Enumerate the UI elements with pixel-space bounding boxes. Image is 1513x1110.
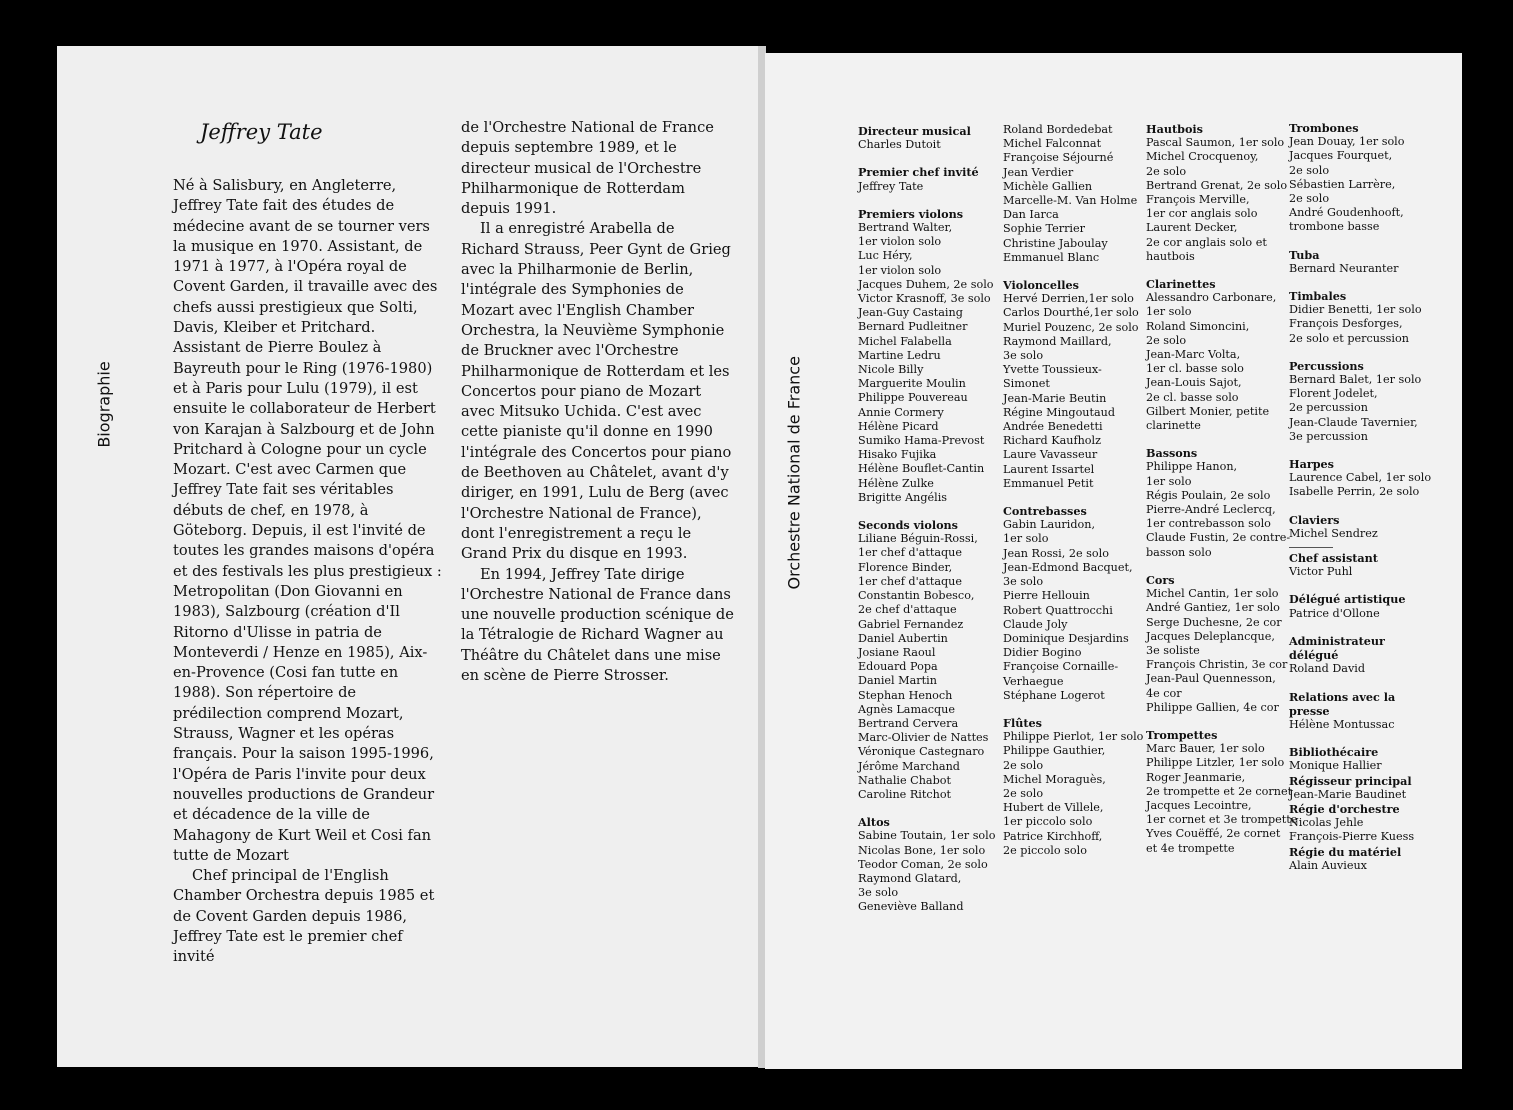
roster-member: Dan Iarca [1003, 208, 1059, 222]
roster-member: 1er solo [1003, 532, 1049, 546]
roster-section-title: Cors [1146, 572, 1175, 587]
roster-section-title: Flûtes [1003, 715, 1042, 730]
roster-member: Jean Douay, 1er solo [1289, 135, 1405, 149]
roster-member: Stéphane Logerot [1003, 688, 1105, 702]
roster-member: Claude Joly [1003, 617, 1068, 631]
roster-member: Jean-Marie Baudinet [1289, 787, 1407, 801]
bio-paragraph: de l'Orchestre National de France depuis septembre 1989, et le directeur musical de l'Orchestre Philharmonique de Rotterdam depuis 1991. [461, 119, 714, 218]
roster-member: Françoise Séjourné [1003, 151, 1114, 165]
roster-section [858, 124, 998, 152]
roster-section [1146, 122, 1286, 264]
roster-member: Isabelle Perrin, 2e solo [1289, 485, 1420, 499]
roster-member: 3e solo [1003, 349, 1044, 363]
roster-member: Monique Hallier [1289, 759, 1382, 773]
roster-member: Geneviève Balland [858, 900, 964, 914]
roster-member: Nicolas Jehle [1289, 816, 1364, 830]
roster-member: Philippe Gauthier, [1003, 744, 1106, 758]
roster-member: Hervé Derrien,1er solo [1003, 292, 1134, 306]
roster-member: Marc Bauer, 1er solo [1146, 742, 1265, 756]
roster-member: 2e solo [1146, 333, 1187, 347]
roster-section-title: Claviers [1289, 512, 1340, 527]
roster-section-title: Bassons [1146, 446, 1198, 461]
roster-member: Michel Falabella [858, 334, 952, 348]
roster-member: Michel Sendrez [1289, 526, 1378, 540]
roster-section-title: Régie d'orchestre [1289, 801, 1400, 816]
roster-section [1003, 504, 1143, 703]
roster-member: Robert Quattrocchi [1003, 603, 1113, 617]
roster-member: Emmanuel Petit [1003, 476, 1094, 490]
roster-member: Bertrand Walter, [858, 221, 953, 235]
roster-member: Jacques Lecointre, [1146, 798, 1252, 812]
roster-section-title: Percussions [1289, 358, 1364, 373]
roster-member: Laurence Cabel, 1er solo [1289, 471, 1432, 485]
roster-section-title: Harpes [1289, 457, 1334, 472]
roster-member: Jean-Guy Castaing [858, 306, 963, 320]
roster-member: Laure Vavasseur [1003, 448, 1098, 462]
roster-member: Jean-Paul Quennesson, [1146, 672, 1276, 686]
roster-member: Nathalie Chabot [858, 773, 951, 787]
roster-member: André Goudenhooft, [1289, 206, 1404, 220]
roster-section-title: Premier chef invité [858, 165, 979, 180]
roster-member: Gabriel Fernandez [858, 617, 964, 631]
bio-paragraph: Né à Salisbury, en Angleterre, Jeffrey Tate fait des études de médecine avant de se tourner vers la musique en 1970. Assistant, de 1971 à 1977, à l'Opéra royal de Covent Garden, il travaille avec des chefs aussi prestigieux que Solti, Davis, Kleiber et Pritchard. Assistant de Pierre Boulez à Bayreuth pour le Ring (1976-1980) et à Paris pour Lulu (1979), il est ensuite le collaborateur de Herbert von Karajan à Salzbourg et de John Pritchard à Cologne pour un cycle Mozart. C'est avec Carmen que Jeffrey Tate fait ses véritables débuts de chef, en 1978, à Göteborg. Depuis, il est l'invité de toutes les grandes maisons d'opéra et des festivals les plus prestigieux : Metropolitan (Don Giovanni en 1983), Salzbourg (création d'Il Ritorno d'Ulisse in patria de Monteverdi / Henze en 1985), Aix-en-Provence (Cosi fan tutte en 1988). Son répertoire de prédilection comprend Mozart, Strauss, Wagner et les opéras français. Pour la saison 1995-1996, l'Opéra de Paris l'invite pour deux nouvelles productions de Grandeur et décadence de la ville de Mahagony de Kurt Weil et Cosi fan tutte de Mozart [173, 177, 442, 864]
roster-member: Daniel Aubertin [858, 631, 948, 645]
roster-member: Christine Jaboulay [1003, 236, 1108, 250]
roster-member: Régine Mingoutaud [1003, 405, 1116, 419]
roster-member: 2e solo et percussion [1289, 331, 1409, 345]
roster-member: Florence Binder, [858, 560, 953, 574]
roster-member: 2e solo [1289, 163, 1330, 177]
roster-member: Stephan Henoch [858, 688, 953, 702]
roster-section [858, 207, 998, 505]
roster-member: 2e trompette et 2e cornet [1146, 784, 1293, 798]
roster-member: Victor Krasnoff, 3e solo [858, 292, 991, 306]
roster-member: Bertrand Cervera [858, 716, 959, 730]
roster-section-title: Hautbois [1146, 122, 1203, 136]
roster-member: 1er solo [1146, 474, 1192, 488]
roster-section-title: Tuba [1289, 247, 1320, 262]
roster-member: Gilbert Monier, petite [1146, 404, 1270, 418]
roster-section [1289, 634, 1429, 677]
roster-member: Claude Fustin, 2e contre- [1146, 531, 1291, 545]
roster-column-4 [1289, 121, 1432, 873]
roster-member: 3e soliste [1146, 643, 1200, 657]
roster-member: Jacques Deleplancque, [1146, 629, 1275, 643]
roster-member: Muriel Pouzenc, 2e solo [1003, 320, 1139, 334]
roster-member: Martine Ledru [858, 348, 941, 362]
roster-member: Caroline Ritchot [858, 787, 952, 801]
roster-member: Jean-Marc Volta, [1146, 348, 1241, 362]
roster-member: 1er violon solo [858, 263, 942, 277]
roster-member: Jacques Duhem, 2e solo [858, 277, 994, 291]
roster-member: Françoise Cornaille- [1003, 660, 1119, 674]
roster-member: Edouard Popa [858, 660, 938, 674]
roster-member: 3e solo [1003, 575, 1044, 589]
roster-member: 1er chef d'attaque [858, 574, 962, 588]
roster-member: Raymond Maillard, [1003, 334, 1112, 348]
bio-paragraph: Il a enregistré Arabella de Richard Strauss, Peer Gynt de Grieg avec la Philharmonie de Berlin, l'intégrale des Symphonies de Mozart avec l'English Chamber Orchestra, la Neuvième Symphonie de Bruckner avec l'Orchestre Philharmonique de Rotterdam et les Concertos pour piano de Mozart avec Mitsuko Uchida. C'est avec cette pianiste qu'il donne en 1990 l'intégrale des Concertos pour piano de Beethoven au Châtelet, avant d'y diriger, en 1991, Lulu de Berg (avec l'Orchestre National de France), dont l'enregistrement a reçu le Grand Prix du disque en 1993. [461, 220, 732, 563]
roster-member: Simonet [1003, 377, 1050, 391]
roster-member: Michel Cantin, 1er solo [1146, 587, 1279, 601]
roster-member: 2e solo [1003, 758, 1044, 772]
roster-member: Philippe Hanon, [1146, 460, 1238, 474]
roster-member: Bertrand Grenat, 2e solo [1146, 178, 1288, 192]
roster-member: Daniel Martin [858, 674, 937, 688]
roster-section-title: Trombones [1289, 121, 1359, 135]
roster-member: 1er solo [1146, 305, 1192, 319]
roster-column-2 [1003, 123, 1143, 871]
roster-member: Hélène Bouflet-Cantin [858, 462, 985, 476]
roster-member: Jean-Claude Tavernier, [1289, 415, 1418, 429]
roster-member: Sumiko Hama-Prevost [858, 434, 985, 448]
roster-member: Luc Héry, [858, 249, 913, 263]
roster-member: Jeffrey Tate [858, 179, 924, 193]
roster-section [1289, 802, 1429, 845]
roster-member: André Gantiez, 1er solo [1146, 601, 1280, 615]
roster-member: Jacques Fourquet, [1289, 149, 1393, 163]
roster-member: Pascal Saumon, 1er solo [1146, 136, 1285, 150]
roster-member: Hisako Fujika [858, 448, 937, 462]
roster-member: Michel Moraguès, [1003, 772, 1106, 786]
roster-section-title: Violoncelles [1003, 278, 1079, 293]
roster-member: Hélène Picard [858, 419, 939, 433]
roster-section [1289, 690, 1429, 733]
roster-section-title: Relations avec la presse [1289, 689, 1396, 718]
roster-section [1289, 845, 1429, 873]
roster-section [1003, 716, 1143, 858]
roster-member: 2e piccolo solo [1003, 843, 1087, 857]
roster-member: Jean Verdier [1003, 165, 1074, 179]
roster-member: Dominique Desjardins [1003, 631, 1129, 645]
roster-member: Didier Benetti, 1er solo [1289, 303, 1422, 317]
roster-member: Sabine Toutain, 1er solo [858, 829, 996, 843]
roster-member: Raymond Glatard, [858, 871, 962, 885]
roster-member: Hubert de Villele, [1003, 801, 1104, 815]
roster-section-title: Délégué artistique [1289, 592, 1406, 607]
roster-section-title: Timbales [1289, 289, 1347, 304]
roster-member: Didier Bogino [1003, 646, 1082, 660]
roster-member: Marcelle-M. Van Holme [1003, 194, 1138, 208]
roster-member: François-Pierre Kuess [1289, 830, 1415, 844]
roster-member: Laurent Issartel [1003, 462, 1095, 476]
roster-member: François Christin, 3e cor [1146, 658, 1288, 672]
roster-section-title: Régisseur principal [1289, 773, 1412, 788]
roster-member: Charles Dutoit [858, 138, 941, 152]
biographie-side-label: Biographie [94, 361, 114, 448]
roster-section-title: Trompettes [1146, 727, 1218, 742]
roster-section [858, 165, 998, 193]
roster-section-title: Bibliothécaire [1289, 745, 1379, 760]
roster-member: 1er chef d'attaque [858, 546, 962, 560]
roster-member: et 4e trompette [1146, 841, 1235, 855]
roster-section [1003, 123, 1143, 265]
roster-member: Philippe Pierlot, 1er solo [1003, 730, 1144, 744]
roster-member: Roger Jeanmarie, [1146, 770, 1246, 784]
roster-section [858, 815, 998, 914]
roster-section-title: Seconds violons [858, 518, 958, 533]
roster-member: Pierre Hellouin [1003, 589, 1090, 603]
roster-member: Carlos Dourthé,1er solo [1003, 306, 1139, 320]
roster-section-title: Premiers violons [858, 206, 964, 221]
roster-member: Michel Crocquenoy, [1146, 150, 1259, 164]
roster-section [1289, 592, 1429, 620]
roster-section-title: Contrebasses [1003, 504, 1087, 519]
roster-section [1146, 573, 1286, 715]
roster-member: Nicolas Bone, 1er solo [858, 843, 986, 857]
roster-member: hautbois [1146, 249, 1195, 263]
roster-member: Roland Simoncini, [1146, 319, 1250, 333]
roster-member: clarinette [1146, 419, 1201, 433]
roster-member: Florent Jodelet, [1289, 387, 1378, 401]
roster-member: Michel Falconnat [1003, 137, 1102, 151]
roster-member: 1er contrebasson solo [1146, 517, 1271, 531]
roster-section [1003, 278, 1143, 491]
roster-member: Liliane Béguin-Rossi, [858, 532, 978, 546]
roster-member: Jérôme Marchand [858, 759, 960, 773]
roster-member: Philippe Pouvereau [858, 391, 968, 405]
roster-member: Patrice d'Ollone [1289, 606, 1380, 620]
roster-member: 2e solo [1003, 786, 1044, 800]
roster-member: Roland David [1289, 662, 1366, 676]
roster-member: Teodor Coman, 2e solo [858, 857, 988, 871]
roster-member: François Desforges, [1289, 317, 1403, 331]
roster-member: Bernard Pudleitner [858, 320, 968, 334]
roster-member: Patrice Kirchhoff, [1003, 829, 1103, 843]
roster-section [858, 518, 998, 802]
roster-member: 2e cl. basse solo [1146, 390, 1239, 404]
roster-member: 3e solo [858, 886, 899, 900]
bio-column-2 [461, 118, 737, 686]
roster-member: Gabin Lauridon, [1003, 518, 1095, 532]
roster-member: Sophie Terrier [1003, 222, 1085, 236]
roster-member: François Merville, [1146, 193, 1250, 207]
roster-member: Roland Bordedebat [1003, 123, 1113, 136]
roster-section [1289, 774, 1429, 802]
roster-member: Constantin Bobesco, [858, 589, 975, 603]
roster-section [1289, 121, 1429, 235]
bio-column-1 [173, 176, 445, 968]
roster-member: Victor Puhl [1289, 565, 1353, 579]
roster-member: Annie Cormery [858, 405, 944, 419]
roster-member: Alessandro Carbonare, [1146, 291, 1277, 305]
roster-member: Pierre-André Leclercq, [1146, 503, 1276, 517]
roster-section-title: Chef assistant [1289, 551, 1378, 566]
divider [1289, 547, 1333, 548]
roster-member: Philippe Gallien, 4e cor [1146, 700, 1279, 714]
roster-section [1289, 745, 1429, 773]
roster-member: Richard Kaufholz [1003, 434, 1101, 448]
roster-member: Sébastien Larrère, [1289, 177, 1396, 191]
roster-member: 2e chef d'attaque [858, 603, 957, 617]
roster-member: Régis Poulain, 2e solo [1146, 488, 1271, 502]
roster-member: Yves Couëffé, 2e cornet [1146, 827, 1281, 841]
roster-section [1289, 359, 1429, 444]
roster-member: basson solo [1146, 545, 1212, 559]
roster-member: Jean-Louis Sajot, [1146, 376, 1242, 390]
roster-member: Véronique Castegnaro [858, 745, 985, 759]
roster-section [1146, 727, 1298, 856]
roster-member: Serge Duchesne, 2e cor [1146, 615, 1282, 629]
roster-section [1289, 289, 1429, 346]
roster-member: 1er piccolo solo [1003, 815, 1093, 829]
roster-member: 2e percussion [1289, 401, 1368, 415]
roster-section [1289, 248, 1429, 276]
roster-member: Hélène Zulke [858, 476, 934, 490]
roster-member: 3e percussion [1289, 429, 1368, 443]
roster-member: Marc-Olivier de Nattes [858, 731, 989, 745]
roster-member: 4e cor [1146, 686, 1182, 700]
bio-paragraph: Chef principal de l'English Chamber Orchestra depuis 1985 et de Covent Garden depuis 1986, Jeffrey Tate est le premier chef invité [173, 867, 435, 966]
orchestre-side-label: Orchestre National de France [784, 356, 804, 590]
roster-section-title: Régie du matériel [1289, 844, 1402, 859]
roster-column-1 [858, 124, 998, 928]
roster-member: 2e solo [1146, 164, 1187, 178]
bio-paragraph: En 1994, Jeffrey Tate dirige l'Orchestre National de France dans une nouvelle production scénique de la Tétralogie de Richard Wagner au Théâtre du Châtelet dans une mise en scène de Pierre Strosser. [461, 565, 734, 685]
roster-section-title: Clarinettes [1146, 277, 1216, 292]
roster-section-title: Administrateur délégué [1289, 633, 1385, 663]
roster-member: Jean-Marie Beutin [1003, 391, 1107, 405]
roster-section [1289, 547, 1429, 579]
roster-member: Yvette Toussieux- [1003, 363, 1102, 377]
roster-member: Verhaegue [1003, 674, 1064, 688]
roster-section [1146, 277, 1286, 433]
roster-section [1146, 446, 1291, 560]
roster-member: Bernard Balet, 1er solo [1289, 373, 1422, 387]
roster-member: 1er violon solo [858, 235, 942, 249]
bio-title: Jeffrey Tate [200, 120, 323, 144]
roster-section-title: Directeur musical [858, 124, 971, 138]
roster-member: Bernard Neuranter [1289, 261, 1399, 275]
roster-member: 1er cl. basse solo [1146, 362, 1244, 376]
roster-member: 2e cor anglais solo et [1146, 235, 1267, 249]
roster-member: Brigitte Angélis [858, 490, 948, 504]
roster-member: trombone basse [1289, 220, 1380, 234]
roster-member: 1er cornet et 3e trompette [1146, 813, 1298, 827]
roster-member: 2e solo [1289, 192, 1330, 206]
roster-member: Philippe Litzler, 1er solo [1146, 756, 1285, 770]
roster-section-title: Altos [858, 815, 890, 830]
roster-member: Alain Auvieux [1289, 858, 1367, 872]
roster-member: Nicole Billy [858, 363, 924, 377]
roster-member: Andrée Benedetti [1003, 420, 1103, 434]
roster-section [1289, 513, 1429, 541]
roster-member: Agnès Lamacque [858, 702, 955, 716]
roster-member: Laurent Decker, [1146, 221, 1238, 235]
roster-member: Josiane Raoul [858, 645, 936, 659]
roster-member: Hélène Montussac [1289, 717, 1395, 731]
roster-member: Jean-Edmond Bacquet, [1003, 560, 1133, 574]
roster-member: 1er cor anglais solo [1146, 207, 1258, 221]
roster-member: Emmanuel Blanc [1003, 250, 1100, 264]
roster-member: Michèle Gallien [1003, 179, 1093, 193]
roster-member: Marguerite Moulin [858, 377, 966, 391]
roster-member: Jean Rossi, 2e solo [1003, 546, 1109, 560]
roster-section [1289, 457, 1432, 500]
roster-column-3 [1146, 122, 1298, 869]
